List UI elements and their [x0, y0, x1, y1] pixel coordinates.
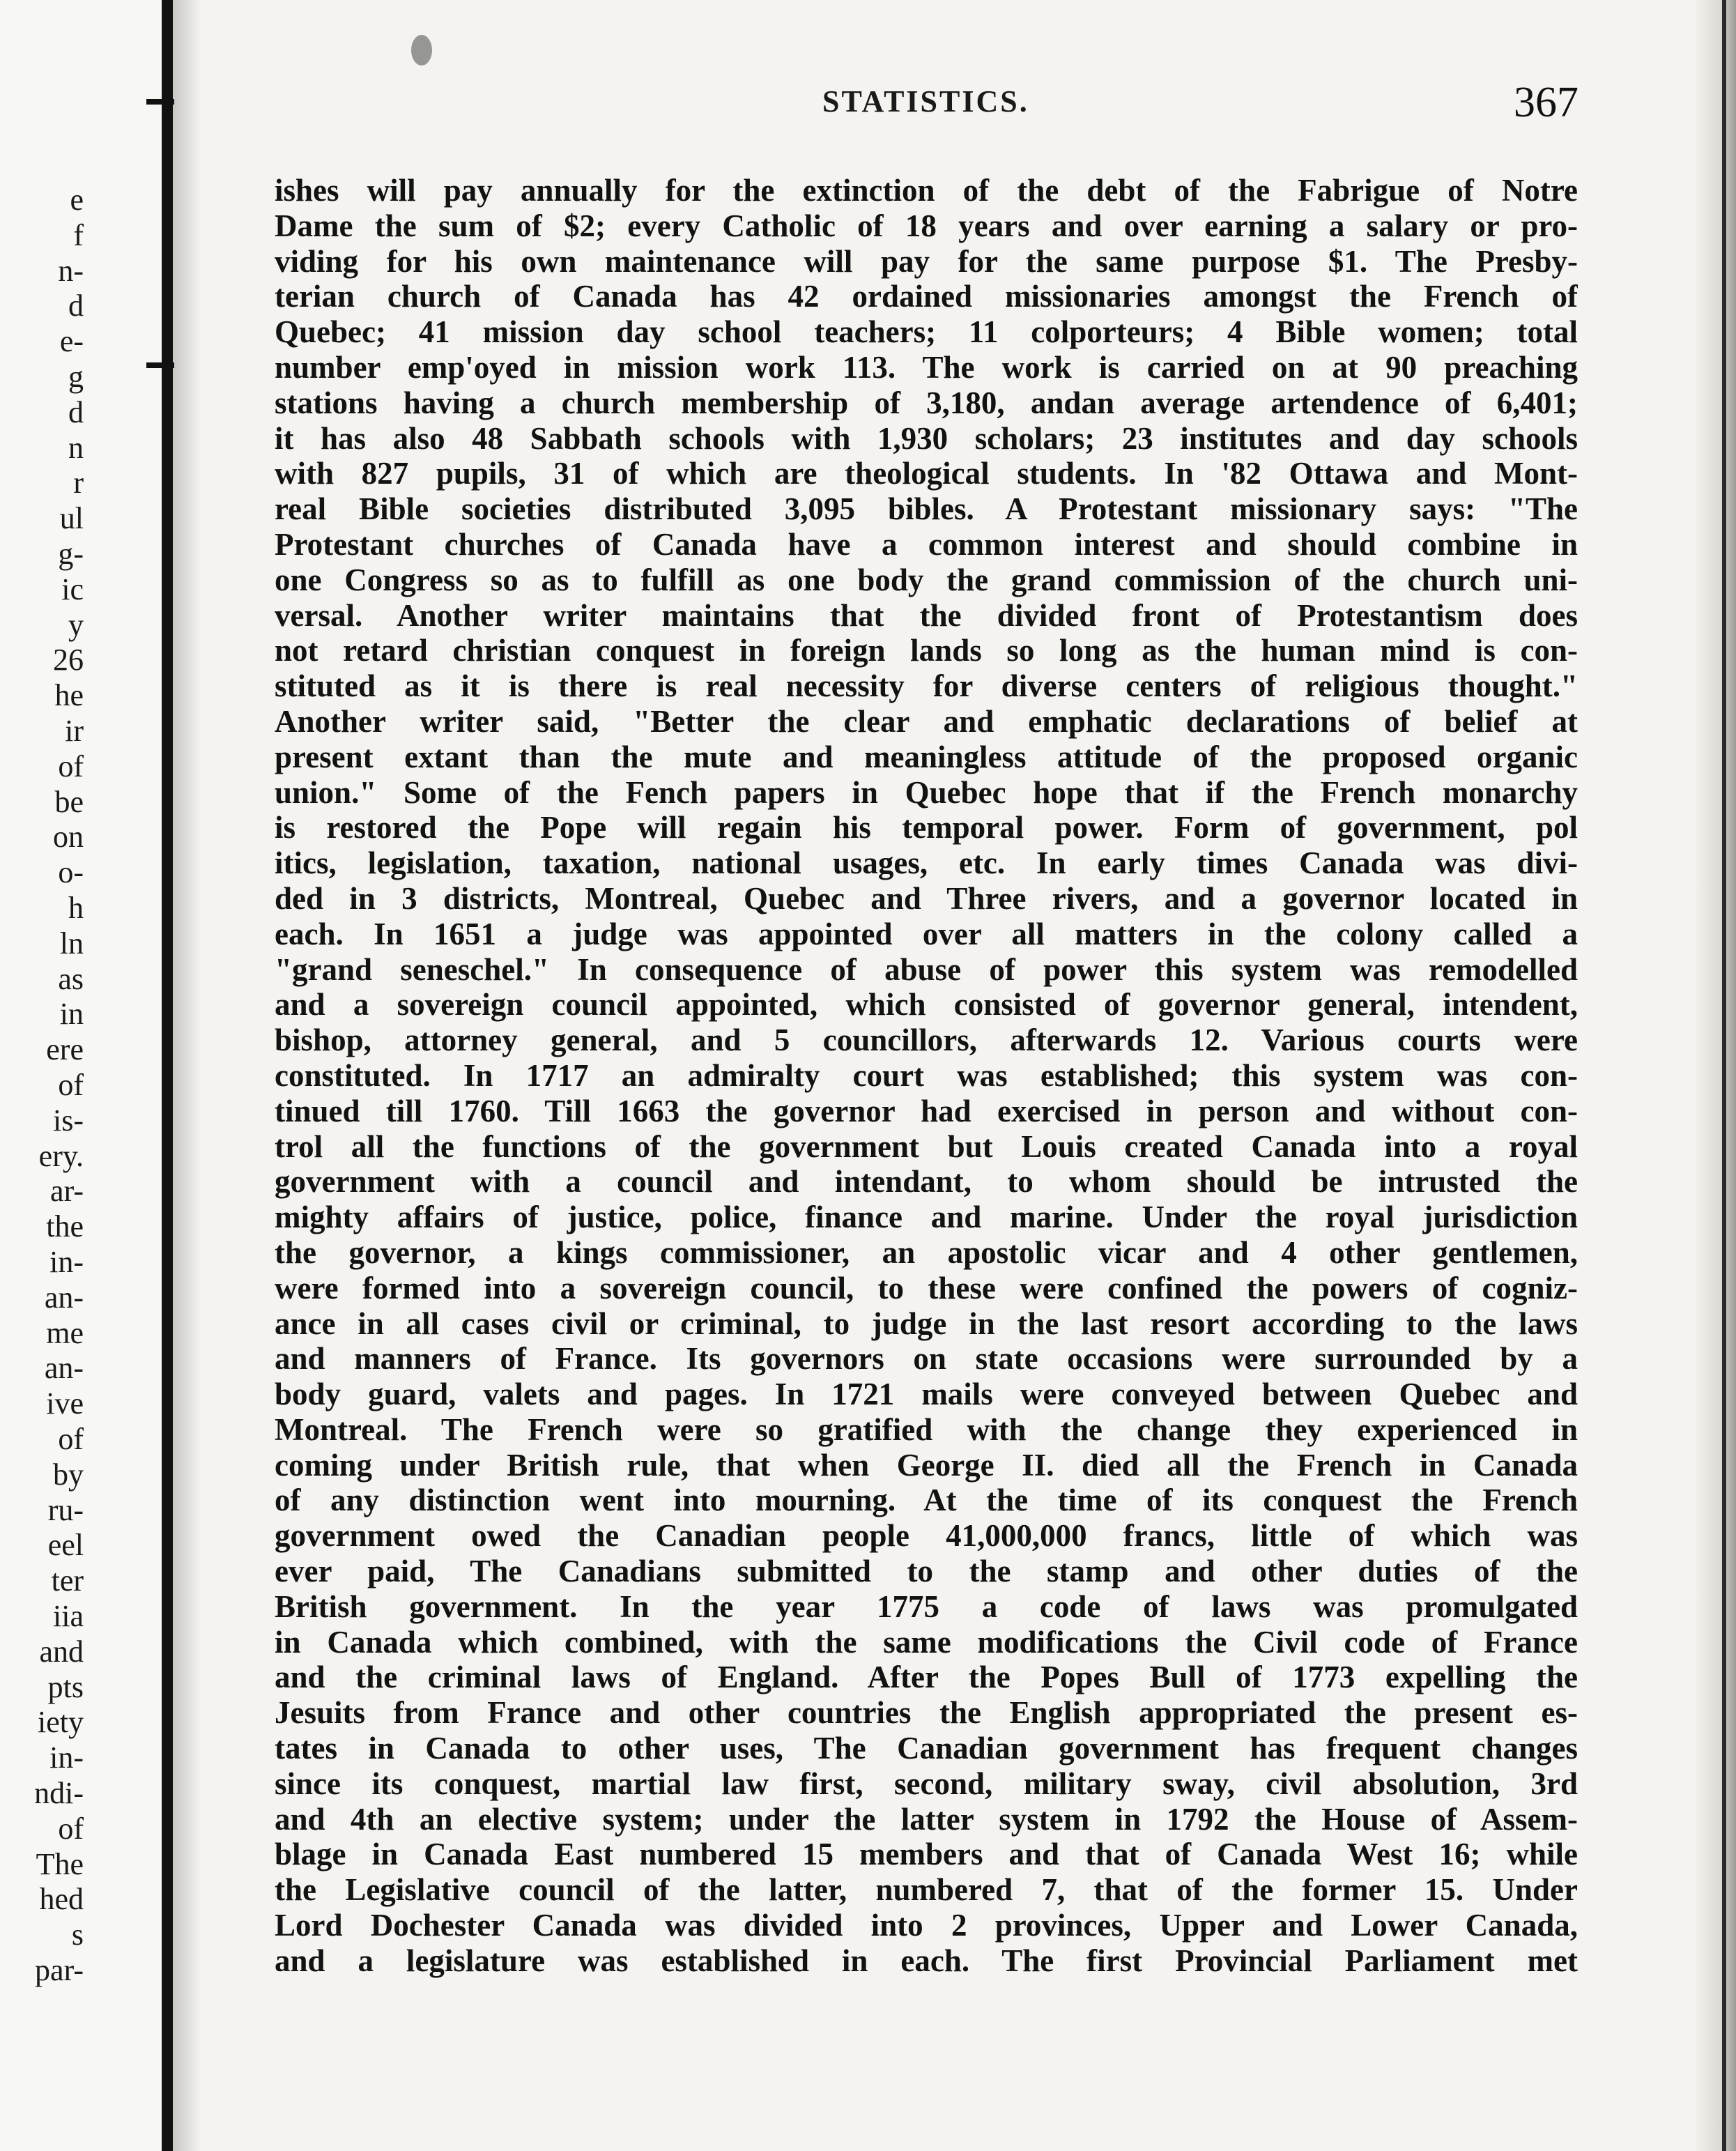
facing-page-fragment: iia — [53, 1599, 84, 1633]
facing-page-fragment: in — [59, 997, 84, 1032]
facing-page-fragment: ar- — [50, 1174, 84, 1209]
facing-page-fragment: e- — [59, 324, 84, 359]
facing-page-fragment: h — [68, 891, 84, 925]
text-line: versal. Another writer maintains that the divided front of Protestantism does — [275, 597, 1578, 633]
facing-page-fragment: The — [36, 1846, 84, 1881]
facing-page-fragment: and — [39, 1634, 84, 1669]
facing-page-fragment: in- — [49, 1740, 84, 1775]
facing-page-fragment: me — [46, 1315, 84, 1350]
facing-page-fragment: ery. — [38, 1138, 84, 1173]
facing-page-fragment: ic — [61, 572, 84, 606]
text-line: union." Some of the Fench papers in Quebec hope that if the French monarchy — [275, 774, 1578, 810]
text-line: ance in all cases civil or criminal, to judge in the last resort according to the laws — [275, 1306, 1578, 1341]
text-line: Dame the sum of $2; every Catholic of 18 years and over earning a salary or pro- — [275, 208, 1578, 243]
text-line: ishes will pay annually for the extinction of the debt of the Fabrigue of Notre — [275, 173, 1578, 208]
facing-page-fragment: in- — [49, 1245, 84, 1279]
gutter-mark — [146, 99, 174, 105]
text-line: not retard christian conquest in foreign lands so long as the human mind is con- — [275, 633, 1578, 668]
text-line: Lord Dochester Canada was divided into 2 provinces, Upper and Lower Canada, — [275, 1908, 1578, 1943]
text-line: with 827 pupils, 31 of which are theological students. In '82 Ottawa and Mont- — [275, 456, 1578, 491]
facing-page-fragment: as — [58, 961, 84, 996]
text-line: tates in Canada to other uses, The Canadian government has frequent changes — [275, 1731, 1578, 1766]
text-line: and 4th an elective system; under the latter system in 1792 the House of Assem- — [275, 1801, 1578, 1837]
page-number: 367 — [1514, 79, 1578, 126]
text-line: were formed into a sovereign council, to these were confined the powers of cogniz- — [275, 1270, 1578, 1306]
facing-page-fragment: y — [68, 607, 84, 642]
text-line: blage in Canada East numbered 15 members and that of Canada West 16; while — [275, 1837, 1578, 1872]
text-line: it has also 48 Sabbath schools with 1,930 scholars; 23 institutes and day schools — [275, 420, 1578, 456]
text-line: mighty affairs of justice, police, finance and marine. Under the royal jurisdiction — [275, 1200, 1578, 1235]
text-line: Quebec; 41 mission day school teachers; 11 colporteurs; 4 Bible women; total — [275, 314, 1578, 350]
facing-page-fragment: g — [68, 360, 84, 394]
facing-page-fragment: ere — [46, 1032, 84, 1067]
text-line: each. In 1651 a judge was appointed over all matters in the colony called a — [275, 916, 1578, 951]
page-right-edge-shadow — [1694, 0, 1736, 2151]
facing-page-fragment: g- — [58, 537, 84, 571]
page-right-edge-line — [1722, 0, 1726, 2151]
facing-page-fragment: iety — [38, 1705, 84, 1740]
facing-page-fragment: r — [73, 466, 84, 500]
facing-page-fragment: hed — [39, 1882, 84, 1917]
text-line: number emp'oyed in mission work 113. The work is carried on at 90 preaching — [275, 349, 1578, 385]
text-line: coming under British rule, that when George II. died all the French in Canada — [275, 1447, 1578, 1483]
facing-page-fragment: ive — [46, 1386, 84, 1421]
gutter-mark — [146, 362, 174, 368]
text-line: itics, legislation, taxation, national usages, etc. In early times Canada was divi- — [275, 845, 1578, 881]
facing-page-fragment: by — [53, 1457, 84, 1492]
facing-page-fragment: be — [54, 784, 84, 819]
text-line: government owed the Canadian people 41,000,000 francs, little of which was — [275, 1518, 1578, 1554]
facing-page-fragment: n- — [58, 253, 84, 288]
text-line: tinued till 1760. Till 1663 the governor had exercised in person and without con- — [275, 1093, 1578, 1128]
text-line: Another writer said, "Better the clear and emphatic declarations of belief at — [275, 703, 1578, 739]
text-line: Protestant churches of Canada have a common interest and should combine in — [275, 526, 1578, 562]
facing-page-fragment: d — [68, 395, 84, 429]
facing-page-fragment: s — [71, 1917, 84, 1952]
facing-page-fragment: par- — [35, 1953, 84, 1987]
facing-page-fragment: of — [58, 749, 84, 783]
facing-page-fragment: is- — [53, 1103, 84, 1138]
text-line: of any distinction went into mourning. At the time of its conquest the French — [275, 1483, 1578, 1518]
text-line: is restored the Pope will regain his temporal power. Form of government, pol — [275, 810, 1578, 845]
gutter-shadow — [173, 0, 201, 2151]
text-line: real Bible societies distributed 3,095 bibles. A Protestant missionary says: "The — [275, 491, 1578, 527]
facing-page-fragment: pts — [47, 1669, 84, 1704]
facing-page-fragment: e — [70, 183, 84, 217]
facing-page-fragment: 26 — [53, 643, 84, 678]
text-line: one Congress so as to fulfill as one body the grand commission of the church uni- — [275, 562, 1578, 597]
text-line: ever paid, The Canadians submitted to the stamp and other duties of the — [275, 1554, 1578, 1589]
text-line: viding for his own maintenance will pay for the same purpose $1. The Presby- — [275, 243, 1578, 279]
running-head: STATISTICS. — [822, 84, 1029, 118]
text-line: ded in 3 districts, Montreal, Quebec and Three rivers, and a governor located in — [275, 880, 1578, 916]
text-line: since its conquest, martial law first, second, military sway, civil absolution, 3rd — [275, 1766, 1578, 1801]
text-line: body guard, valets and pages. In 1721 mails were conveyed between Quebec and — [275, 1377, 1578, 1412]
facing-page-fragment: of — [58, 1068, 84, 1102]
facing-page-fragment: d — [68, 289, 84, 323]
facing-page-fragment: eel — [47, 1528, 84, 1563]
text-line: the Legislative council of the latter, numbered 7, that of the former 15. Under — [275, 1872, 1578, 1908]
facing-page-fragment: ter — [51, 1563, 84, 1598]
facing-page-edge — [0, 0, 167, 2151]
text-line: government with a council and intendant, to whom should be intrusted the — [275, 1164, 1578, 1200]
text-line: British government. In the year 1775 a code of laws was promulgated — [275, 1589, 1578, 1624]
text-line: Montreal. The French were so gratified with the change they experienced in — [275, 1411, 1578, 1447]
facing-page-fragment: he — [54, 678, 84, 713]
text-line: trol all the functions of the government but Louis created Canada into a royal — [275, 1128, 1578, 1164]
text-line: stations having a church membership of 3,180, andan average artendence of 6,401; — [275, 385, 1578, 420]
text-line: bishop, attorney general, and 5 councillors, afterwards 12. Various courts were — [275, 1023, 1578, 1058]
text-line: stituted as it is there is real necessity for diverse centers of religious thought." — [275, 668, 1578, 704]
text-line: present extant than the mute and meaningless attitude of the proposed organic — [275, 739, 1578, 774]
facing-page-fragment: ln — [59, 926, 84, 960]
facing-page-fragment: n — [68, 430, 84, 465]
text-line: and manners of France. Its governors on state occasions were surrounded by a — [275, 1341, 1578, 1377]
facing-page-fragment: ul — [59, 501, 84, 536]
facing-page-fragment: ndi- — [34, 1776, 84, 1810]
text-line: and the criminal laws of England. After the Popes Bull of 1773 expelling the — [275, 1660, 1578, 1695]
ink-blot — [411, 35, 432, 66]
facing-page-fragment: o- — [58, 855, 84, 890]
facing-page-fragment: the — [46, 1209, 84, 1244]
text-line: the governor, a kings commissioner, an apostolic vicar and 4 other gentlemen, — [275, 1234, 1578, 1270]
text-line: "grand seneschel." In consequence of abuse of power this system was remodelled — [275, 951, 1578, 987]
facing-page-fragment: of — [58, 1422, 84, 1456]
text-line: in Canada which combined, with the same modifications the Civil code of France — [275, 1624, 1578, 1660]
facing-page-fragment: f — [73, 217, 84, 252]
facing-page-fragment: an- — [44, 1280, 84, 1315]
text-line: and a legislature was established in each. The first Provincial Parliament met — [275, 1943, 1578, 1978]
page-gutter — [162, 0, 173, 2151]
text-line: and a sovereign council appointed, which consisted of governor general, intendent, — [275, 987, 1578, 1023]
facing-page-fragment: ir — [65, 714, 84, 748]
facing-page-fragment: of — [58, 1811, 84, 1846]
text-line: terian church of Canada has 42 ordained missionaries amongst the French of — [275, 279, 1578, 314]
body-text — [275, 173, 1578, 1979]
facing-page-fragment: an- — [44, 1351, 84, 1386]
text-line: Jesuits from France and other countries the English appropriated the present es- — [275, 1695, 1578, 1731]
facing-page-fragment: on — [53, 820, 84, 855]
text-line: constituted. In 1717 an admiralty court was established; this system was con- — [275, 1057, 1578, 1093]
facing-page-fragment: ru- — [47, 1492, 84, 1527]
